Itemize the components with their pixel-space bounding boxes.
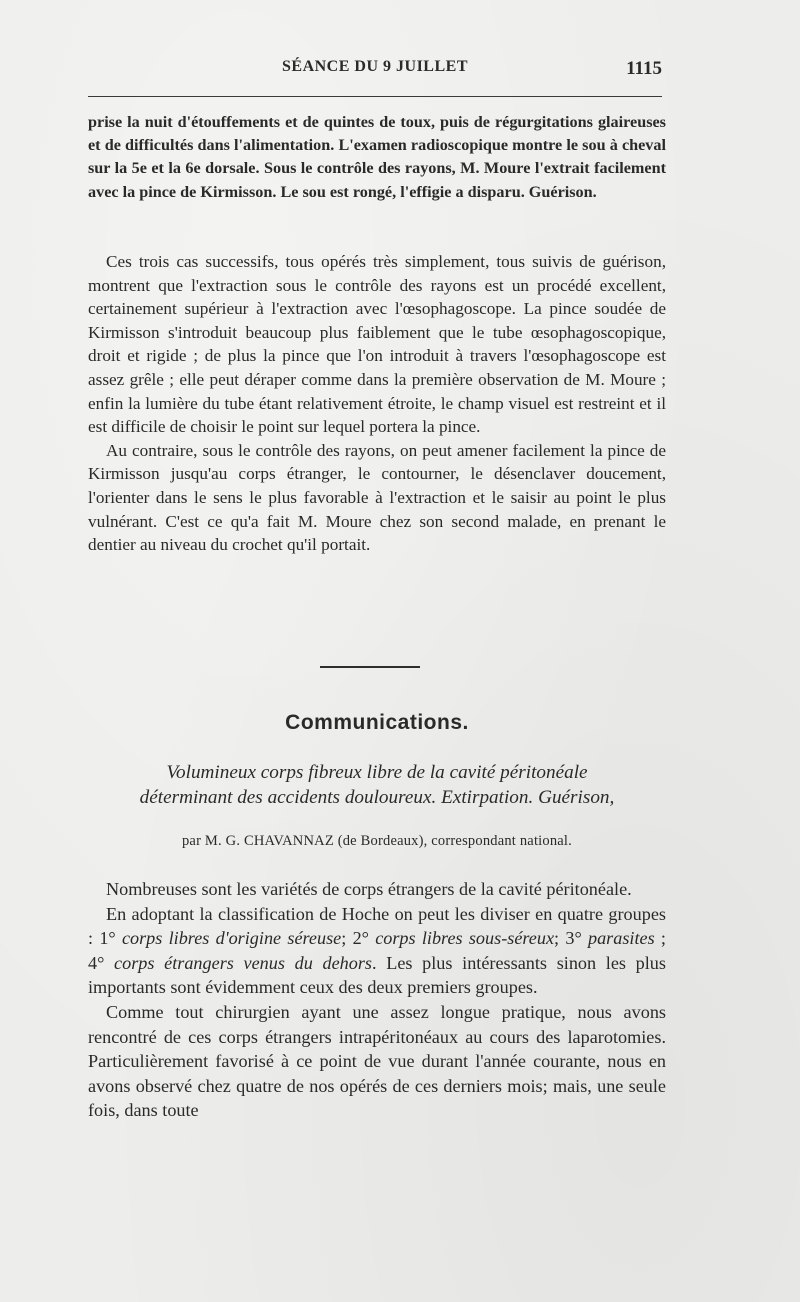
page-header: [88, 58, 662, 86]
discussion-paragraph-2: Au contraire, sous le contrôle des rayons, on peut amener facilement la pince de Kirmisson jusqu'au corps étranger, le contourner, le désenclaver doucement, l'orienter dans le sens le plus favorable à l'extraction et le saisir au point le plus vulnérant. C'est ce qu'a fait M. Moure chez son second malade, en prenant le dentier au niveau du crochet qu'il portait.: [88, 440, 666, 555]
article-paragraph-2: [88, 902, 666, 1000]
article-title-line-1: Volumineux corps fibreux libre de la cavité péritonéale: [166, 762, 588, 783]
section-divider: [320, 666, 420, 668]
article-title: [88, 760, 666, 810]
group-1-label: corps libres d'origine séreuse: [121, 928, 342, 949]
group-3-number: 3°: [565, 928, 588, 949]
section-title: Communications.: [285, 711, 469, 734]
group-2-number: 2°: [352, 928, 376, 949]
discussion-paragraph-1: Ces trois cas successifs, tous opérés très simplement, tous suivis de guérison, montrent que l'extraction sous le contrôle des rayons est un procédé excellent, certainement supérieur à l'extraction avec l'œsophagoscope. La pince soudée de Kirmisson s'introduit beaucoup plus faiblement que le tube œsophagoscopique, droit et rigide ; de plus la pince que l'on introduit à travers l'œsophagoscope est assez grêle ; elle peut déraper comme dans la première observation de M. Moure ; enfin la lumière du tube étant relativement étroite, le champ visuel est restreint et il est difficile de choisir le point sur lequel portera la pince.: [88, 252, 666, 437]
article-body: [88, 877, 666, 1123]
group-1-number: 1°: [99, 928, 122, 949]
group-4-label: corps étrangers venus du dehors: [114, 952, 372, 973]
running-title: SÉANCE DU 9 JUILLET: [282, 58, 468, 75]
group-3-label: parasites: [587, 928, 655, 949]
case-report-paragraph: prise la nuit d'étouffements et de quintes de toux, puis de régurgitations glaireuses et de difficultés dans l'alimentation. L'examen radioscopique montre le sou à cheval sur la 5e et la 6e dorsale. Sous le contrôle des rayons, M. Moure l'extrait facilement avec la pince de Kirmisson. Le sou est rongé, l'effigie a disparu. Guérison.: [88, 113, 666, 201]
separator-3: ;: [654, 928, 666, 949]
article-byline: par M. G. CHAVANNAZ (de Bordeaux), correspondant national.: [181, 833, 572, 849]
article-paragraph-1: Nombreuses sont les variétés de corps étrangers de la cavité péritonéale.: [106, 879, 632, 899]
page-number: 1115: [626, 58, 662, 79]
article-title-line-2: déterminant des accidents douloureux. Extirpation. Guérison,: [139, 787, 615, 808]
paragraph-2-end: . Les plus intéressants sinon les plus importants sont évidemment ceux des deux premiers groupes.: [88, 952, 666, 998]
group-2-label: corps libres sous-séreux: [375, 928, 555, 949]
header-rule: [88, 96, 662, 97]
case-report-text: [88, 111, 666, 204]
paragraph-2-start: En adoptant la classification de Hoche on peut les diviser en quatre groupes :: [88, 903, 666, 949]
article-paragraph-3: Comme tout chirurgien ayant une assez longue pratique, nous avons rencontré de ces corps étrangers intrapéritonéaux au cours des laparotomies. Particulièrement favorisé à ce point de vue durant l'année courante, nous en avons observé chez quatre de nos opérés de ces derniers mois; mais, une seule fois, dans toute: [88, 1001, 666, 1121]
separator-2: ;: [554, 928, 566, 949]
separator-1: ;: [341, 928, 353, 949]
discussion-text: [88, 250, 666, 557]
group-4-number: 4°: [88, 952, 115, 973]
